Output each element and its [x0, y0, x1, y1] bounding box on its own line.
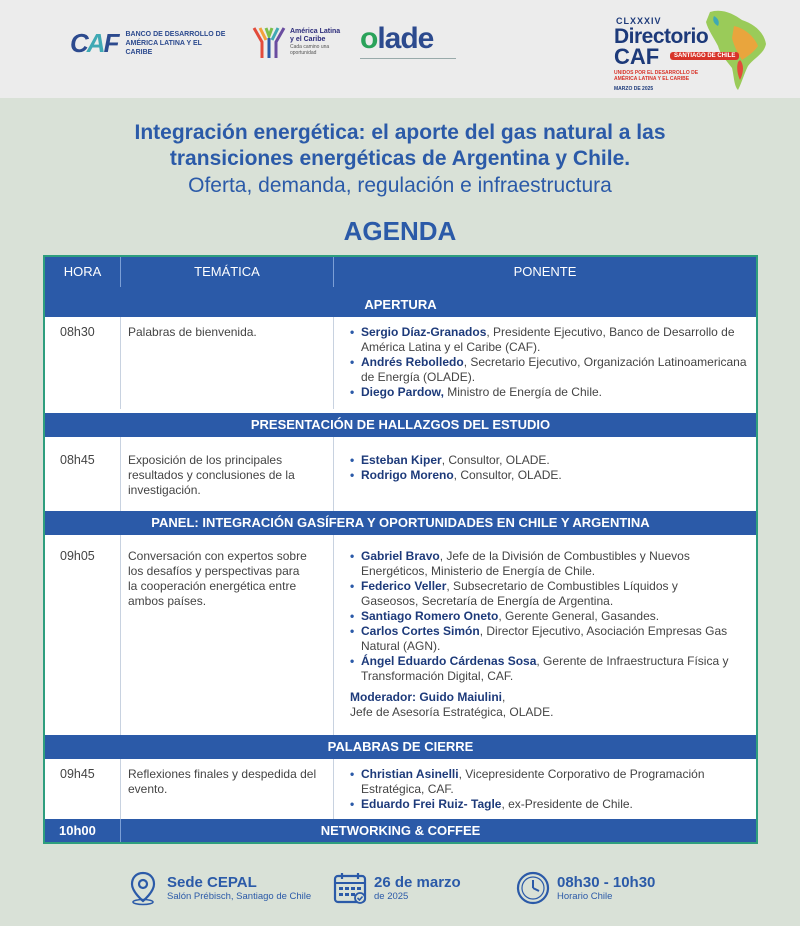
table-row — [45, 437, 756, 511]
row-hora: 08h45 — [60, 453, 95, 467]
row-ponentes — [350, 549, 730, 720]
page-subtitle: Oferta, demanda, regulación e infraestructura — [188, 174, 612, 197]
row-hora: 08h30 — [60, 325, 95, 339]
directorio-date: MARZO DE 2025 — [614, 86, 654, 92]
directorio-caf: CAF — [614, 44, 660, 69]
title-line-1: Integración energética: el aporte del gas natural a las — [134, 121, 666, 144]
directorio-roman-number: CLXXXIV — [616, 16, 662, 26]
ponente-item: • Santiago Romero Oneto, Gerente General, Gasandes. — [350, 609, 730, 624]
clock-icon — [515, 870, 551, 906]
final-hora: 10h00 — [59, 823, 96, 838]
ponente-item: • Andrés Rebolledo, Secretario Ejecutivo, Organización Latinoamericana de Energía (OLADE). — [350, 355, 755, 385]
column-divider — [333, 535, 334, 735]
row-ponentes — [350, 453, 755, 483]
table-row — [45, 759, 756, 819]
header-divider — [333, 257, 334, 287]
ponente-item: • Christian Asinelli, Vicepresidente Corporativo de Programación Estratégica, CAF. — [350, 767, 730, 797]
final-title: NETWORKING & COFFEE — [320, 823, 481, 838]
ponente-item: • Gabriel Bravo, Jefe de la División de Combustibles y Nuevos Energéticos, Ministerio de Energía de Chile. — [350, 549, 730, 579]
footer-date — [332, 868, 461, 908]
column-divider — [333, 317, 334, 409]
row-ponentes — [350, 767, 730, 812]
date-subtitle: de 2025 — [374, 891, 409, 902]
section-title-panel: PANEL: INTEGRACIÓN GASÍFERA Y OPORTUNIDADES EN CHILE Y ARGENTINA — [45, 511, 756, 535]
ponente-item: • Carlos Cortes Simón, Director Ejecutivo, Asociación Empresas Gas Natural (AGN). — [350, 624, 730, 654]
header-hora: HORA — [63, 264, 102, 279]
section-title-cierre: PALABRAS DE CIERRE — [45, 735, 756, 759]
ponente-item: • Esteban Kiper, Consultor, OLADE. — [350, 453, 755, 468]
location-subtitle: Salón Prébisch, Santiago de Chile — [167, 891, 312, 902]
section-title-apertura: APERTURA — [45, 293, 756, 317]
row-tematica: Exposición de los principales resultados y conclusiones de la investigación. — [128, 453, 295, 497]
olade-logo — [360, 22, 456, 66]
section-title-hallazgos: PRESENTACIÓN DE HALLAZGOS DEL ESTUDIO — [45, 413, 756, 437]
row-tematica: Conversación con expertos sobre los desafíos y perspectivas para la cooperación energética entre ambos países. — [128, 549, 307, 608]
column-divider — [333, 759, 334, 819]
table-row — [45, 535, 756, 735]
directorio-logo — [604, 6, 770, 94]
directorio-city-badge: SANTIAGO DE CHILE — [670, 52, 739, 60]
agenda-table — [43, 255, 758, 844]
moderador: Moderador: Guido Maiulini, Jefe de Asesoría Estratégica, OLADE. — [350, 690, 554, 719]
table-row — [45, 317, 756, 409]
table-header — [45, 257, 756, 287]
row-tematica: Reflexiones finales y despedida del evento. — [128, 767, 317, 796]
column-divider — [120, 819, 121, 842]
olade-logo-mark: olade — [360, 22, 434, 55]
row-ponentes — [350, 325, 755, 400]
caf-logo — [70, 28, 225, 59]
title-line-2: transiciones energéticas de Argentina y Chile. — [169, 147, 631, 170]
row-tematica: Palabras de bienvenida. — [128, 325, 257, 339]
final-row — [45, 819, 756, 842]
ponente-item: • Eduardo Frei Ruiz- Tagle, ex-Presidente de Chile. — [350, 797, 730, 812]
column-divider — [120, 437, 121, 511]
location-pin-icon — [125, 870, 161, 906]
ponente-item: • Rodrigo Moreno, Consultor, OLADE. — [350, 468, 755, 483]
column-divider — [333, 437, 334, 511]
calendar-icon — [332, 870, 368, 906]
olade-logo-subline — [360, 58, 456, 66]
location-title: Sede CEPAL — [167, 874, 257, 891]
alc-logo-text: América Latina y el Caribe Cada camino una oportunidad — [290, 28, 341, 56]
header-divider — [120, 257, 121, 287]
time-subtitle: Horario Chile — [557, 891, 613, 902]
caf-logo-mark: CAF — [70, 28, 118, 58]
directorio-slogan: UNIDOS POR EL DESARROLLO DE AMÉRICA LATINA Y EL CARIBE — [614, 70, 699, 82]
alc-logo-mark — [252, 24, 286, 60]
ponente-item: • Diego Pardow, Ministro de Energía de Chile. — [350, 385, 755, 400]
ponente-item: • Sergio Díaz-Granados, Presidente Ejecutivo, Banco de Desarrollo de América Latina y el Caribe (CAF). — [350, 325, 755, 355]
directorio-title: Directorio — [614, 25, 709, 48]
footer-location — [125, 868, 311, 908]
page-title — [0, 120, 800, 172]
date-title: 26 de marzo — [374, 874, 461, 891]
header-ponente: PONENTE — [513, 264, 577, 279]
agenda-heading: AGENDA — [343, 216, 457, 246]
column-divider — [120, 317, 121, 409]
ponente-item: • Ángel Eduardo Cárdenas Sosa, Gerente de Infraestructura Física y Transformación Digital, CAF. — [350, 654, 730, 684]
column-divider — [120, 759, 121, 819]
caf-logo-text: BANCO DE DESARROLLO DE AMÉRICA LATINA Y EL CARIBE — [125, 31, 226, 56]
logo-bar — [0, 0, 800, 98]
row-hora: 09h05 — [60, 549, 95, 563]
column-divider — [120, 535, 121, 735]
row-hora: 09h45 — [60, 767, 95, 781]
footer-time — [515, 868, 655, 908]
ponente-item: • Federico Veller, Subsecretario de Combustibles Líquidos y Gaseosos, Secretaría de Energía de Argentina. — [350, 579, 730, 609]
time-title: 08h30 - 10h30 — [557, 874, 656, 891]
header-tematica: TEMÁTICA — [194, 264, 260, 279]
alc-logo — [252, 24, 346, 60]
